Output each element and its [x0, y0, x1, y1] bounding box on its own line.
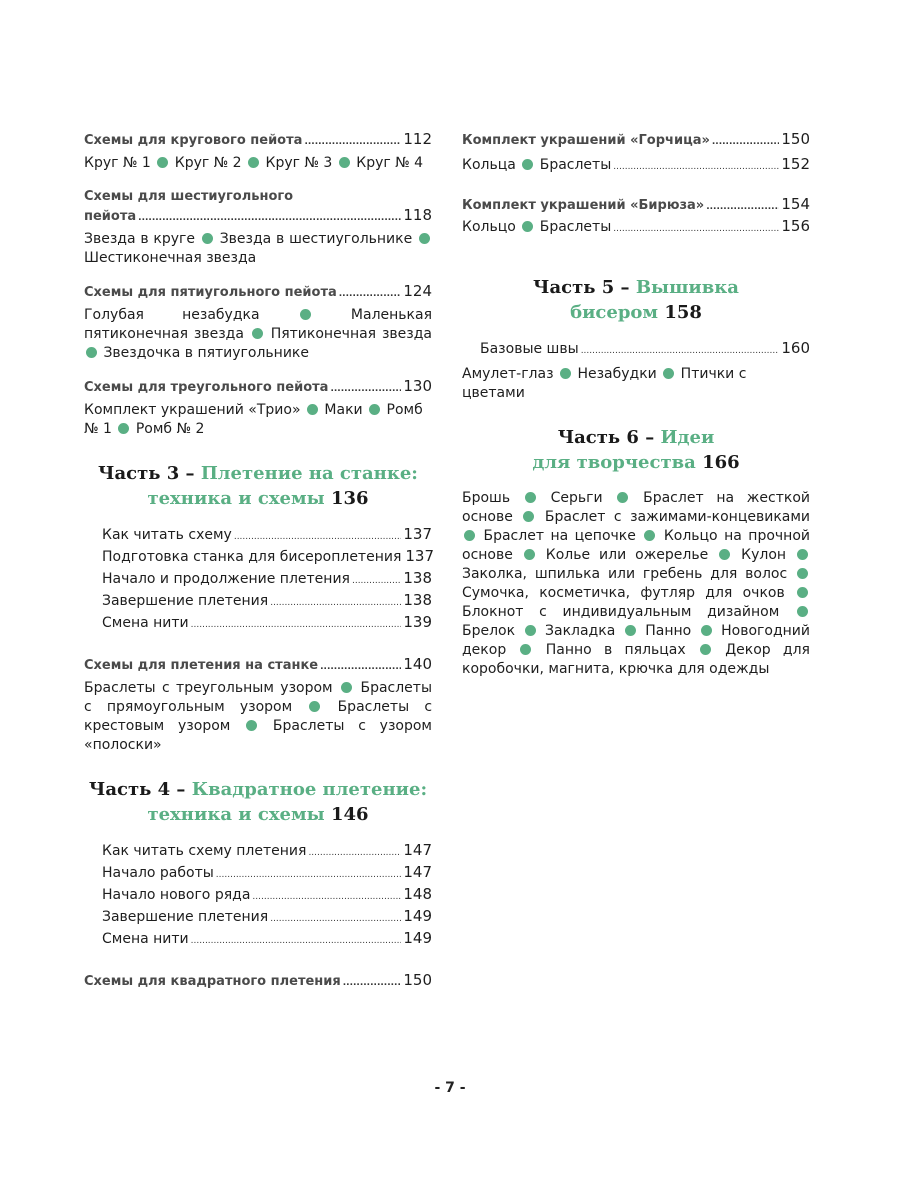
- part-5-entries: [462, 339, 810, 403]
- part-3-heading[interactable]: [84, 461, 432, 511]
- item-list: [462, 365, 810, 403]
- list-item: Звездочка в пятиугольнике: [103, 345, 309, 361]
- bullet-icon: [522, 221, 533, 232]
- list-item: Заколка, шпилька или гребень для волос: [462, 566, 788, 582]
- leader-dots: [581, 342, 780, 361]
- list-item: Брелок: [462, 623, 516, 639]
- leader-dots: [613, 158, 779, 177]
- list-item: Браслеты с треугольным узором: [84, 680, 333, 696]
- item-list: [84, 401, 432, 439]
- toc-entry[interactable]: [84, 591, 432, 613]
- list-item: Круг № 2: [174, 155, 242, 171]
- list-item: Браслет с зажимами-концевиками: [544, 509, 811, 525]
- leader-dots: [320, 658, 401, 677]
- list-item: Круг № 3: [265, 155, 333, 171]
- list-item: Звезда в круге: [84, 231, 196, 247]
- bullet-icon: [797, 549, 808, 560]
- part-4-entries: [84, 841, 432, 951]
- toc-section-turquoise-set: [462, 195, 810, 239]
- leader-dots: [613, 220, 779, 239]
- bullet-icon: [157, 157, 168, 168]
- bullet-icon: [464, 530, 475, 541]
- toc-entry[interactable]: [84, 282, 432, 304]
- entry-items: [462, 156, 611, 175]
- toc-entry[interactable]: [84, 569, 432, 591]
- part-title-line1: Плетение на станке:: [200, 463, 418, 484]
- list-item: Незабудки: [577, 366, 657, 382]
- bullet-icon: [525, 625, 536, 636]
- list-item: Звезда в шестиугольнике: [219, 231, 413, 247]
- part-title-line1: Вышивка: [635, 277, 739, 298]
- bullet-icon: [663, 368, 674, 379]
- leader-dots: [330, 380, 401, 399]
- leader-dots: [308, 844, 401, 863]
- leader-dots: [138, 209, 401, 228]
- list-item: Серьги: [550, 490, 603, 506]
- toc-entry[interactable]: [84, 841, 432, 863]
- toc-entry[interactable]: [84, 613, 432, 635]
- item-list: [84, 306, 432, 363]
- entry-page: 140: [403, 655, 432, 673]
- list-item: Браслет на цепочке: [483, 528, 636, 544]
- toc-section-circular-peyote: [84, 130, 432, 173]
- list-item: Панно в пяльцах: [545, 642, 686, 658]
- entry-page: 112: [403, 130, 432, 148]
- list-item: Браслеты с прямоугольным узором: [84, 680, 433, 715]
- list-item: Новогодний декор: [462, 623, 811, 658]
- list-item: Птички с цветами: [462, 366, 747, 401]
- entry-page: 138: [403, 591, 432, 609]
- bullet-icon: [700, 644, 711, 655]
- bullet-icon: [300, 309, 311, 320]
- entry-title: Схемы для пятиугольного пейота: [84, 285, 337, 300]
- list-item: Блокнот с индивидуальным дизайном: [462, 604, 780, 620]
- item-list: [84, 154, 432, 173]
- leader-dots: [270, 910, 401, 929]
- entry-page: 130: [403, 377, 432, 395]
- toc-entry[interactable]: [462, 130, 810, 152]
- leader-dots: [339, 285, 402, 304]
- entry-page: 137: [405, 547, 435, 565]
- leader-dots: [706, 198, 779, 217]
- list-item: Круг № 4: [356, 155, 424, 171]
- bullet-icon: [86, 347, 97, 358]
- leader-dots: [216, 866, 402, 885]
- entry-page: 139: [403, 613, 432, 631]
- list-item: Шестиконечная звезда: [84, 250, 257, 266]
- part-label: Часть 4: [88, 779, 171, 800]
- bullet-icon: [525, 492, 536, 503]
- leader-dots: [343, 974, 402, 993]
- toc-entry[interactable]: [84, 525, 432, 547]
- entry-page: 147: [403, 863, 432, 881]
- bullet-icon: [560, 368, 571, 379]
- part-page: 158: [664, 302, 702, 323]
- list-item: Кольцо на прочной основе: [462, 528, 811, 563]
- bullet-icon: [701, 625, 712, 636]
- entry-page: 147: [403, 841, 432, 859]
- entry-title-line1: Схемы для шестиугольного: [84, 189, 294, 204]
- bullet-icon: [617, 492, 628, 503]
- list-item: Колье или ожерелье: [545, 547, 709, 563]
- toc-entry[interactable]: [462, 217, 810, 239]
- toc-entry[interactable]: [84, 971, 432, 993]
- list-item: Брошь: [462, 490, 511, 506]
- list-item: Маленькая пятиконечная звезда: [84, 307, 432, 342]
- entry-title: Схемы для треугольного пейота: [84, 380, 329, 395]
- entry-title: Смена нити: [102, 931, 189, 947]
- entry-title: Как читать схему: [102, 527, 232, 543]
- part-dash: –: [620, 277, 630, 298]
- list-item: Браслеты: [539, 157, 612, 173]
- entry-page: 137: [403, 525, 432, 543]
- list-item: Кулон: [741, 547, 787, 563]
- entry-page: 154: [781, 195, 810, 213]
- part-6-heading[interactable]: [462, 425, 810, 475]
- leader-dots: [712, 133, 779, 152]
- bullet-icon: [644, 530, 655, 541]
- entry-title: Комплект украшений «Горчица»: [462, 133, 710, 148]
- list-item: Сумочка, косметичка, футляр для очков: [462, 585, 785, 601]
- part-title-line2: бисером: [570, 302, 659, 323]
- leader-dots: [252, 888, 401, 907]
- entry-page: 156: [781, 217, 810, 235]
- entry-page: 138: [403, 569, 432, 587]
- leader-dots: [191, 616, 402, 635]
- entry-title: Комплект украшений «Бирюза»: [462, 198, 705, 213]
- toc-section-mustard-set: [462, 130, 810, 177]
- list-item: Декор для коробочки, магнита, крючка для одежды: [462, 642, 810, 677]
- leader-dots: [304, 133, 401, 152]
- toc-entry[interactable]: [84, 885, 432, 907]
- toc-entry[interactable]: [84, 863, 432, 885]
- list-item: Маки: [324, 402, 363, 418]
- part-label: Часть 5: [533, 277, 615, 298]
- toc-entry[interactable]: [84, 547, 435, 569]
- bullet-icon: [719, 549, 730, 560]
- list-item: Пятиконечная звезда: [270, 326, 432, 342]
- part-dash: –: [645, 427, 655, 448]
- toc-section-hexagonal-peyote: [84, 187, 432, 268]
- bullet-icon: [797, 568, 808, 579]
- entry-title: Как читать схему плетения: [102, 843, 307, 859]
- bullet-icon: [369, 404, 380, 415]
- part-title-line2: для творчества: [532, 452, 696, 473]
- part-title-line1: Идеи: [660, 427, 715, 448]
- leader-dots: [270, 594, 401, 613]
- bullet-icon: [341, 682, 352, 693]
- part-dash: –: [185, 463, 195, 484]
- list-item: Кольца: [462, 157, 516, 173]
- leader-dots: [191, 932, 402, 951]
- toc-entry[interactable]: [84, 907, 432, 929]
- item-list: [84, 679, 432, 755]
- toc-entry[interactable]: [462, 339, 810, 361]
- bullet-icon: [419, 233, 430, 244]
- toc-section-triangular-peyote: [84, 377, 432, 439]
- bullet-icon: [522, 159, 533, 170]
- toc-entry[interactable]: [462, 155, 810, 177]
- bullet-icon: [520, 644, 531, 655]
- entry-page: 150: [403, 971, 432, 989]
- part-page: 136: [330, 488, 369, 509]
- entry-title: Завершение плетения: [102, 593, 269, 609]
- toc-section-square: [84, 971, 432, 993]
- list-item: Ромб № 1: [84, 402, 423, 437]
- toc-entry[interactable]: [84, 655, 432, 677]
- entry-page: 149: [403, 907, 432, 925]
- part-5-heading[interactable]: [462, 275, 810, 325]
- bullet-icon: [307, 404, 318, 415]
- toc-left-column: [84, 130, 435, 1007]
- entry-title: Завершение плетения: [102, 909, 269, 925]
- entry-title: Схемы для квадратного плетения: [84, 974, 341, 989]
- entry-title: Схемы для кругового пейота: [84, 133, 303, 148]
- entry-page: 124: [403, 282, 432, 300]
- toc-entry[interactable]: [84, 929, 432, 951]
- entry-title: Начало и продолжение плетения: [102, 571, 350, 587]
- entry-title-line2: пейота: [84, 209, 137, 224]
- list-item: Амулет-глаз: [462, 366, 554, 382]
- entry-title: Начало работы: [102, 865, 214, 881]
- part-label: Часть 3: [98, 463, 180, 484]
- list-item: Браслеты: [539, 219, 612, 235]
- leader-dots: [234, 528, 402, 547]
- toc-section-loom: [84, 655, 432, 755]
- entry-title: Начало нового ряда: [102, 887, 251, 903]
- part-dash: –: [176, 779, 186, 800]
- toc-entry[interactable]: [462, 195, 810, 217]
- list-item: Ромб № 2: [135, 421, 205, 437]
- part-4-heading[interactable]: [84, 777, 432, 827]
- item-list: [462, 489, 810, 679]
- list-item: Браслеты с узором «полоски»: [84, 718, 432, 753]
- part-page: 146: [330, 804, 369, 825]
- entry-page: 150: [781, 130, 810, 148]
- bullet-icon: [797, 606, 808, 617]
- toc-entry[interactable]: [84, 130, 432, 152]
- part-title-line1: Квадратное плетение:: [191, 779, 428, 800]
- list-item: Закладка: [545, 623, 616, 639]
- bullet-icon: [118, 423, 129, 434]
- leader-dots: [352, 572, 401, 591]
- part-page: 166: [702, 452, 740, 473]
- entry-page: 160: [781, 339, 810, 357]
- part-3-entries: [84, 525, 435, 635]
- bullet-icon: [524, 549, 535, 560]
- bullet-icon: [252, 328, 263, 339]
- toc-right-column: [462, 130, 810, 679]
- part-label: Часть 6: [557, 427, 639, 448]
- entry-title: Схемы для плетения на станке: [84, 658, 319, 673]
- item-list: [84, 230, 432, 268]
- entry-page: 148: [403, 885, 432, 903]
- bullet-icon: [202, 233, 213, 244]
- list-item: Панно: [645, 623, 692, 639]
- bullet-icon: [339, 157, 350, 168]
- list-item: Браслеты с крестовым узором: [84, 699, 433, 734]
- entry-page: 118: [403, 206, 432, 224]
- bullet-icon: [797, 587, 808, 598]
- bullet-icon: [625, 625, 636, 636]
- toc-entry[interactable]: [84, 377, 432, 399]
- bullet-icon: [309, 701, 320, 712]
- toc-section-pentagonal-peyote: [84, 282, 432, 363]
- entry-title: Подготовка станка для бисероплетения: [102, 549, 402, 565]
- page-number: - 7 -: [434, 1080, 466, 1096]
- list-item: Кольцо: [462, 219, 516, 235]
- entry-page: 152: [781, 155, 810, 173]
- list-item: Браслет на жесткой основе: [462, 490, 811, 525]
- bullet-icon: [248, 157, 259, 168]
- list-item: Комплект украшений «Трио»: [84, 402, 301, 418]
- list-item: Голубая незабудка: [84, 307, 260, 323]
- bullet-icon: [246, 720, 257, 731]
- entry-title: Смена нити: [102, 615, 189, 631]
- toc-entry[interactable]: [84, 206, 432, 228]
- entry-title: Базовые швы: [480, 341, 579, 357]
- entry-page: 149: [403, 929, 432, 947]
- part-title-line2: техника и схемы: [147, 804, 325, 825]
- entry-items: [462, 218, 611, 237]
- list-item: Круг № 1: [84, 155, 151, 171]
- bullet-icon: [523, 511, 534, 522]
- part-title-line2: техника и схемы: [147, 488, 325, 509]
